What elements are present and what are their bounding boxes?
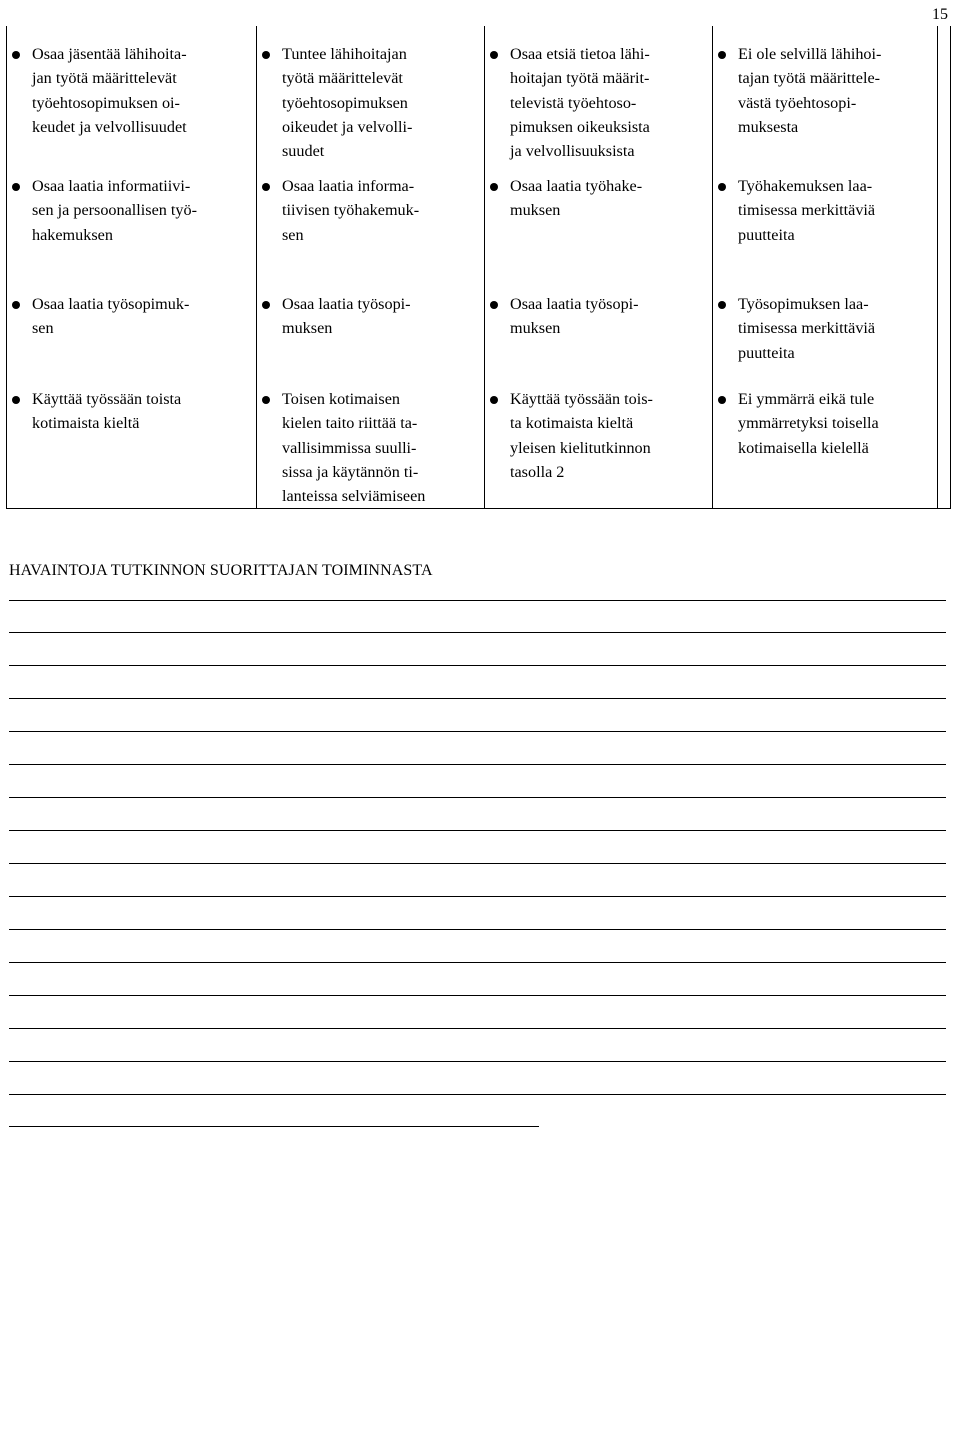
bullet-icon xyxy=(718,396,726,404)
criteria-text-line: oikeudet ja velvolli- xyxy=(282,117,413,136)
assessment-criteria-table xyxy=(6,26,951,509)
criteria-text-line: muksen xyxy=(510,319,561,338)
writing-line[interactable] xyxy=(9,731,946,732)
criteria-cell xyxy=(713,292,938,387)
criteria-text-line: hakemuksen xyxy=(32,225,113,244)
criteria-text-line: televistä työehtoso- xyxy=(510,93,637,112)
criteria-cell xyxy=(485,174,713,292)
writing-line[interactable] xyxy=(9,665,946,666)
criteria-cell xyxy=(257,387,485,509)
criteria-text-line: työehtosopimuksen xyxy=(282,93,408,112)
criteria-text-line: Ei ole selvillä lähihoi- xyxy=(738,45,882,63)
writing-line[interactable] xyxy=(9,632,946,633)
criteria-text-line: muksen xyxy=(510,201,561,220)
criteria-text-line: muksesta xyxy=(738,117,799,136)
criteria-text-line: tiivisen työhakemuk- xyxy=(282,201,420,220)
writing-line[interactable] xyxy=(9,1028,946,1029)
criteria-text-line: kotimaisella kielellä xyxy=(738,438,869,457)
writing-line[interactable] xyxy=(9,1061,946,1062)
criteria-text-line: sen ja persoonallisen työ- xyxy=(32,201,197,220)
criteria-text-line: yleisen kielitutkinnon xyxy=(510,438,651,457)
criteria-cell xyxy=(485,292,713,387)
criteria-cell xyxy=(7,292,257,387)
writing-line[interactable] xyxy=(9,1126,539,1127)
criteria-text-line: ja velvollisuuksista xyxy=(510,142,635,161)
criteria-text-line: sissa ja käytännön ti- xyxy=(282,462,419,481)
criteria-row xyxy=(7,174,951,292)
criteria-cell xyxy=(257,292,485,387)
criteria-cell xyxy=(485,26,713,174)
criteria-text-line: Käyttää työssään toista xyxy=(32,390,182,408)
criteria-text-line: Osaa laatia työsopi- xyxy=(282,295,411,313)
criteria-text-line: kielen taito riittää ta- xyxy=(282,414,418,433)
criteria-text-line: Osaa etsiä tietoa lähi- xyxy=(510,45,650,63)
criteria-row xyxy=(7,387,951,509)
bullet-icon xyxy=(262,301,270,309)
criteria-text-line: Käyttää työssään tois- xyxy=(510,390,653,408)
criteria-text-line: puutteita xyxy=(738,225,795,244)
margin-column xyxy=(938,292,951,387)
bullet-icon xyxy=(262,51,270,59)
observations-heading: HAVAINTOJA TUTKINNON SUORITTAJAN TOIMINNASTA xyxy=(9,562,433,579)
writing-line[interactable] xyxy=(9,698,946,699)
criteria-text-line: sen xyxy=(32,319,54,338)
page-number: 15 xyxy=(932,6,948,23)
criteria-text-line: tajan työtä määrittele- xyxy=(738,69,881,88)
criteria-text-line: Osaa laatia informatiivi- xyxy=(32,177,191,195)
bullet-icon xyxy=(12,51,20,59)
criteria-text-line: vallisimmissa suulli- xyxy=(282,438,417,457)
criteria-text-line: Osaa laatia työhake- xyxy=(510,177,643,195)
writing-line[interactable] xyxy=(9,764,946,765)
criteria-text-line: muksen xyxy=(282,319,333,338)
criteria-text-line: puutteita xyxy=(738,343,795,362)
writing-line[interactable] xyxy=(9,830,946,831)
writing-line[interactable] xyxy=(9,995,946,996)
bullet-icon xyxy=(12,183,20,191)
criteria-cell xyxy=(7,387,257,509)
margin-column xyxy=(938,26,951,174)
bullet-icon xyxy=(718,183,726,191)
writing-line[interactable] xyxy=(9,896,946,897)
criteria-text-line: Osaa laatia työsopimuk- xyxy=(32,295,190,313)
margin-column xyxy=(938,174,951,292)
criteria-text-line: ymmärretyksi toisella xyxy=(738,414,879,433)
criteria-text-line: Tuntee lähihoitajan xyxy=(282,45,407,63)
bullet-icon xyxy=(490,51,498,59)
bullet-icon xyxy=(718,51,726,59)
criteria-text-line: Ei ymmärrä eikä tule xyxy=(738,390,875,408)
criteria-text-line: hoitajan työtä määrit- xyxy=(510,69,650,88)
criteria-text-line: ta kotimaista kieltä xyxy=(510,414,634,433)
criteria-text-line: västä työehtosopi- xyxy=(738,93,857,112)
criteria-text-line: Toisen kotimaisen xyxy=(282,390,401,408)
bullet-icon xyxy=(12,301,20,309)
criteria-cell xyxy=(713,26,938,174)
writing-line[interactable] xyxy=(9,962,946,963)
criteria-text-line: timisessa merkittäviä xyxy=(738,319,876,338)
criteria-text-line: suudet xyxy=(282,142,325,161)
bullet-icon xyxy=(490,183,498,191)
criteria-text-line: työtä määrittelevät xyxy=(282,69,403,88)
bullet-icon xyxy=(262,396,270,404)
criteria-text-line: Osaa laatia työsopi- xyxy=(510,295,639,313)
writing-line[interactable] xyxy=(9,797,946,798)
criteria-cell xyxy=(485,387,713,509)
criteria-cell xyxy=(7,26,257,174)
writing-line[interactable] xyxy=(9,1094,946,1095)
criteria-text-line: lanteissa selviämiseen xyxy=(282,487,426,506)
bullet-icon xyxy=(262,183,270,191)
bullet-icon xyxy=(718,301,726,309)
criteria-text-line: timisessa merkittäviä xyxy=(738,201,876,220)
criteria-text-line: kotimaista kieltä xyxy=(32,414,140,433)
criteria-row xyxy=(7,26,951,174)
criteria-text-line: Osaa jäsentää lähihoita- xyxy=(32,45,187,63)
criteria-text-line: keudet ja velvollisuudet xyxy=(32,117,187,136)
criteria-cell xyxy=(713,174,938,292)
criteria-cell xyxy=(713,387,938,509)
writing-line[interactable] xyxy=(9,600,946,601)
writing-line[interactable] xyxy=(9,863,946,864)
criteria-text-line: Työhakemuksen laa- xyxy=(738,177,873,195)
writing-line[interactable] xyxy=(9,929,946,930)
bullet-icon xyxy=(490,301,498,309)
bullet-icon xyxy=(12,396,20,404)
criteria-text-line: sen xyxy=(282,225,304,244)
margin-column xyxy=(938,387,951,509)
criteria-text-line: tasolla 2 xyxy=(510,462,565,481)
criteria-text-line: pimuksen oikeuksista xyxy=(510,117,650,136)
criteria-text-line: jan työtä määrittelevät xyxy=(32,69,177,88)
criteria-cell xyxy=(257,26,485,174)
bullet-icon xyxy=(490,396,498,404)
criteria-cell xyxy=(7,174,257,292)
criteria-text-line: Osaa laatia informa- xyxy=(282,177,415,195)
criteria-text-line: Työsopimuksen laa- xyxy=(738,295,869,313)
criteria-row xyxy=(7,292,951,387)
criteria-cell xyxy=(257,174,485,292)
criteria-text-line: työehtosopimuksen oi- xyxy=(32,93,180,112)
